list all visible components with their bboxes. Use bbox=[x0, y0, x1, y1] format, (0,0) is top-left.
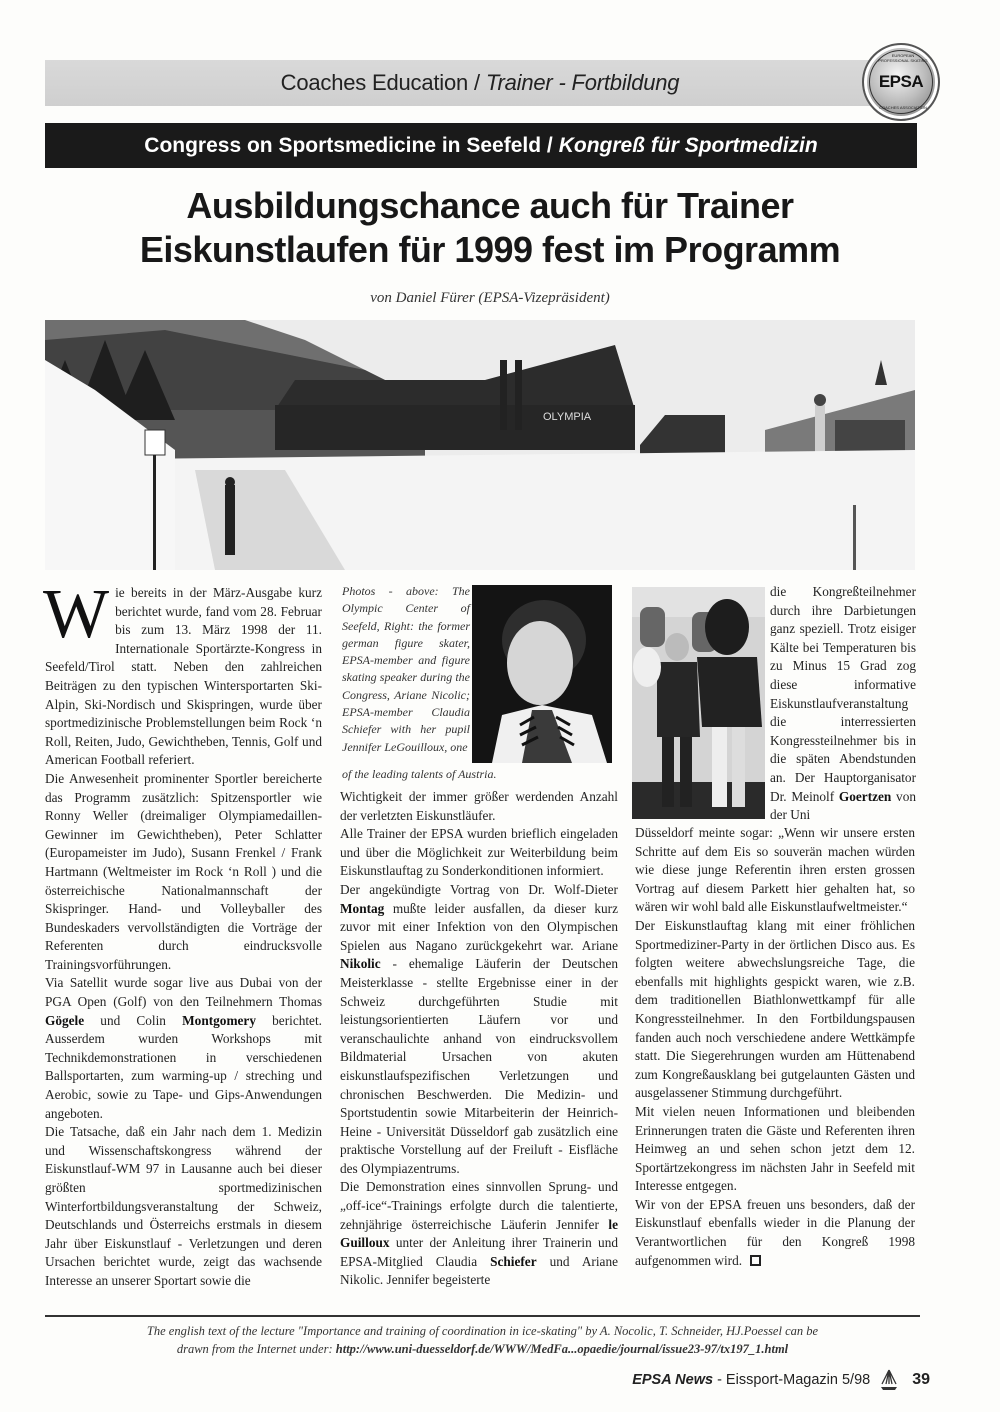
name-bold: le Guilloux bbox=[340, 1216, 618, 1251]
portrait-photo-icon bbox=[472, 585, 612, 763]
paragraph bbox=[635, 1196, 915, 1270]
article-headline bbox=[60, 184, 920, 272]
paragraph: Alle Trainer der EPSA wurden brieflich eingeladen und über die Möglichkeit zur Weiterbildung beim Eiskunstlauftag zu Sonderkonditionen informiert. bbox=[340, 826, 618, 879]
photo-caption-tail: of the leading talents of Austria. bbox=[342, 767, 497, 781]
epsa-logo-icon bbox=[862, 43, 940, 121]
hero-photo-graphic bbox=[45, 320, 915, 570]
paragraph bbox=[340, 881, 618, 1179]
skate-wing-icon bbox=[878, 1368, 900, 1392]
olympia-sign: OLYMPIA bbox=[543, 411, 592, 423]
topic-banner bbox=[45, 123, 917, 168]
text-run: unter der Anleitung ihrer Trainerin und EPSA-Mitglied Claudia bbox=[340, 1235, 618, 1269]
text-run: drawn from the Internet under: bbox=[176, 1342, 336, 1356]
banner-title-german: Kongreß für Sportmedizin bbox=[558, 133, 818, 157]
headline-line-2: Eiskunstlaufen für 1999 fest im Programm bbox=[139, 229, 841, 270]
text-run: und Ariane Nikolic. Jennifer begeisterte bbox=[340, 1253, 618, 1288]
name-bold: Goertzen bbox=[838, 788, 892, 804]
logo-ring-top-text: EUROPEAN PROFESSIONAL SKATING bbox=[878, 53, 928, 63]
section-header bbox=[45, 60, 915, 106]
section-title: Coaches Education / bbox=[280, 70, 480, 95]
text-run: - ehemalige Läuferin der Deutschen Meisterklasse - stellte Ergebnisse einer in der Schweiz durchgeführten Studie mit leistungsorientierten Läufern vor und veranschaulichte anhand von eindrucksvollem Bildmaterial Ursachen von akuten eiskunstlaufspezifischen Verletzungen und chronischen Beschwerden. Die Medizin- und Sportstudentin sowie Mitarbeiterin der Heinrich-Heine - Universität Düsseldorf gab zusätzlich eine praktische Vorstellung auf der Freiluft - Eisfläche des Olympiazentrums. bbox=[340, 956, 618, 1176]
text-run: Wir von der EPSA freuen uns besonders, daß der Eiskunstlauf ebenfalls wieder in die Planung der Verantwortlichen für den Kongreß 1998 aufgenommen wird. bbox=[635, 1196, 915, 1268]
text-run: mußte leider ausfallen, da dieser kurz zuvor mit einer Infektion von den Olympischen Spielen aus Nagano zurückgekehrt war. Ariane bbox=[340, 900, 618, 953]
brand-name: EPSA News bbox=[632, 1372, 714, 1388]
publication-name: - Eissport-Magazin 5/98 bbox=[713, 1372, 871, 1388]
article-column-3 bbox=[635, 824, 915, 1270]
name-bold: Montag bbox=[340, 900, 385, 916]
paragraph: Der Eiskunstlauftag klang mit einer fröhlichen Sportmediziner-Party in der örtlichen Disco aus. Es folgten weitere abwechslungsreiche Tage, die ebenfalls mit highlights gespickt waren, wie z.B. dem traditionellen Biathlonwettkampf für alle Kongressteilnehmer. In den Fortbildungspausen fanden auch noch verschiedene andere Wettkämpfe statt. Die Siegerehrungen wurden am Hüttenabend zum Kongreßausklang bei gutgelaunten Gästen und ausgelassener Stimmung durchgeführt. bbox=[635, 917, 915, 1101]
article-column-3-top bbox=[770, 583, 916, 825]
footnote bbox=[45, 1322, 920, 1358]
article-column-2 bbox=[340, 788, 618, 1290]
text-run: Via Satellit wurde sogar live aus Dubai von der PGA Open (Golf) von den Teilnehmern Thomas bbox=[45, 975, 322, 1010]
photo-caption: Photos - above: The Olympic Center of Seefeld, Right: the former german figure skater, EPSA-member and figure skating speaker during the Congress, Ariane Nicolic; EPSA-member Claudia Schiefer with her pupil Jennifer LeGouilloux, one bbox=[342, 584, 470, 754]
name-bold: Gögele bbox=[45, 1012, 85, 1028]
logo-ring-bottom-text: COACHES ASSOCIATION bbox=[879, 105, 927, 110]
coach-and-pupil-photo-icon bbox=[632, 587, 765, 819]
olympic-center-photo-icon bbox=[45, 320, 915, 570]
text-run: berichtet. Ausserdem wurden Workshops mit Technikdemonstrationen in verschiedenen Ballsportarten, zum warming-up / streching und Aerobic, sowie zu Tape- und Gips-Anwendungen angeboten. bbox=[45, 1012, 322, 1121]
name-bold: Schiefer bbox=[490, 1253, 537, 1269]
page-footer bbox=[632, 1368, 930, 1392]
paragraph: Wichtigkeit der immer größer werdenden Anzahl der verletzten Eiskunstläufer. bbox=[340, 789, 618, 823]
publication-line bbox=[632, 1372, 870, 1388]
paragraph: ie bereits in der März-Ausgabe kurz berichtet wurde, fand vom 28. Februar bis zum 13. März 1998 der 11. Internationale Sportärzte-Kongress in Seefeld/Tirol statt. Neben den zahlreichen Beiträgen zu den typischen Wintersportarten Ski-Alpin, Ski-Nordisch und Skispringen, wurde über sportmedizinische Problemstellungen beim Rock ‘n Roll, Reiten, Judo, Gewichtheben, Tennis, Golf und American Football referiert. bbox=[45, 585, 322, 768]
text-run: Der angekündigte Vortrag von Dr. Wolf-Dieter bbox=[340, 881, 618, 897]
headline-line-1: Ausbildungschance auch für Trainer bbox=[186, 185, 794, 226]
name-bold: Nikolic bbox=[340, 956, 381, 972]
name-bold: Montgomery bbox=[182, 1012, 256, 1028]
logo-text: EPSA bbox=[878, 72, 924, 91]
paragraph: Die Anwesenheit prominenter Sportler bereicherte das Programm zusätzlich: Spitzensportler wie Ronny Weller (dreimaliger Olympiamedaillen-Gewinner im Gewichtheben), Peter Schlatter (Europameister im Judo), Susann Frenkel / Frank Hartmann (Weltmeister im Rock ‘n Roll ) und die österreichische Nationalmannschaft der Skispringer. Hand- und Volleyballer des Bundeskaders vervollständigten die Vorträge der Referenten durch eindrucksvolle Trainingsvorführungen. bbox=[45, 770, 322, 972]
paragraph: Düsseldorf meinte sogar: „Wenn wir unsere ersten Schritte auf dem Eis so souverän machen würden wie diese junge Referentin ihren ersten grossen Vortrag auf diesem Parkett hier gehalten hat, so wären wir wohl bald alle Eiskunstlaufweltmeister.“ bbox=[635, 825, 915, 915]
text-run: und Colin bbox=[84, 1012, 183, 1028]
footnote-line-1: The english text of the lecture "Importance and training of coordination in ice-skating" by A. Nocolic, T. Schneider, HJ.Poessel can be bbox=[146, 1324, 819, 1338]
byline: von Daniel Fürer (EPSA-Vizepräsident) bbox=[370, 290, 610, 306]
coach-photo-graphic bbox=[632, 587, 765, 819]
paragraph: Die Tatsache, daß ein Jahr nach dem 1. Medizin und Wissenschaftskongress während der Eiskunstlauf-WM 97 in Lausanne auch bei dieser größten sportmedizinischen Winterfortbildungsveranstaltung der Schweiz, Deutschlands und Österreichs erstmals in diesem Jahr über Eiskunstlauf - Verletzungen und deren Ursachen berichtet wurde, zeigt das wachsende Interesse an unserer Sportart sowie die bbox=[45, 1124, 322, 1288]
footnote-url-link[interactable]: http://www.uni-duesseldorf.de/WWW/MedFa...opaedie/journal/issue23-97/tx197_1.html bbox=[335, 1342, 789, 1356]
end-of-article-icon bbox=[750, 1255, 761, 1266]
text-run: die Kongreßteilnehmer durch ihre Darbietungen ganz speziell. Trotz eisiger Kälte bei Temperaturen bis zu Minus 15 Grad zog diese informative Eiskunstlaufveranstaltung die interressierten Kongressteilnehmer bis in die späten Abendstunden an. Der Hauptorganisator Dr. Meinolf bbox=[770, 584, 916, 804]
paragraph: Mit vielen neuen Informationen und bleibenden Erinnerungen traten die Gäste und Referenten ihren Heimweg an und sehen schon jetzt dem 12. Sportärtzekongress im nächsten Jahr in Seefeld mit Interesse entgegen. bbox=[635, 1103, 915, 1194]
paragraph bbox=[340, 1178, 618, 1290]
page-number: 39 bbox=[912, 1371, 930, 1388]
banner-title: Congress on Sportsmedicine in Seefeld / bbox=[144, 133, 553, 157]
text-run: von der Uni bbox=[770, 788, 916, 823]
drop-cap: W bbox=[43, 576, 110, 653]
section-title-german: Trainer - Fortbildung bbox=[485, 70, 680, 95]
footer-divider bbox=[45, 1315, 920, 1317]
paragraph bbox=[45, 974, 322, 1123]
footnote-line-2 bbox=[45, 1340, 920, 1358]
portrait-graphic bbox=[472, 585, 612, 763]
text-run: Die Demonstration eines sinnvollen Sprung- und „off-ice“-Trainings erfolgte durch die talentierte, zehnjährige österreichische Läuferin Jennifer bbox=[340, 1179, 618, 1232]
article-column-1 bbox=[43, 576, 322, 1291]
